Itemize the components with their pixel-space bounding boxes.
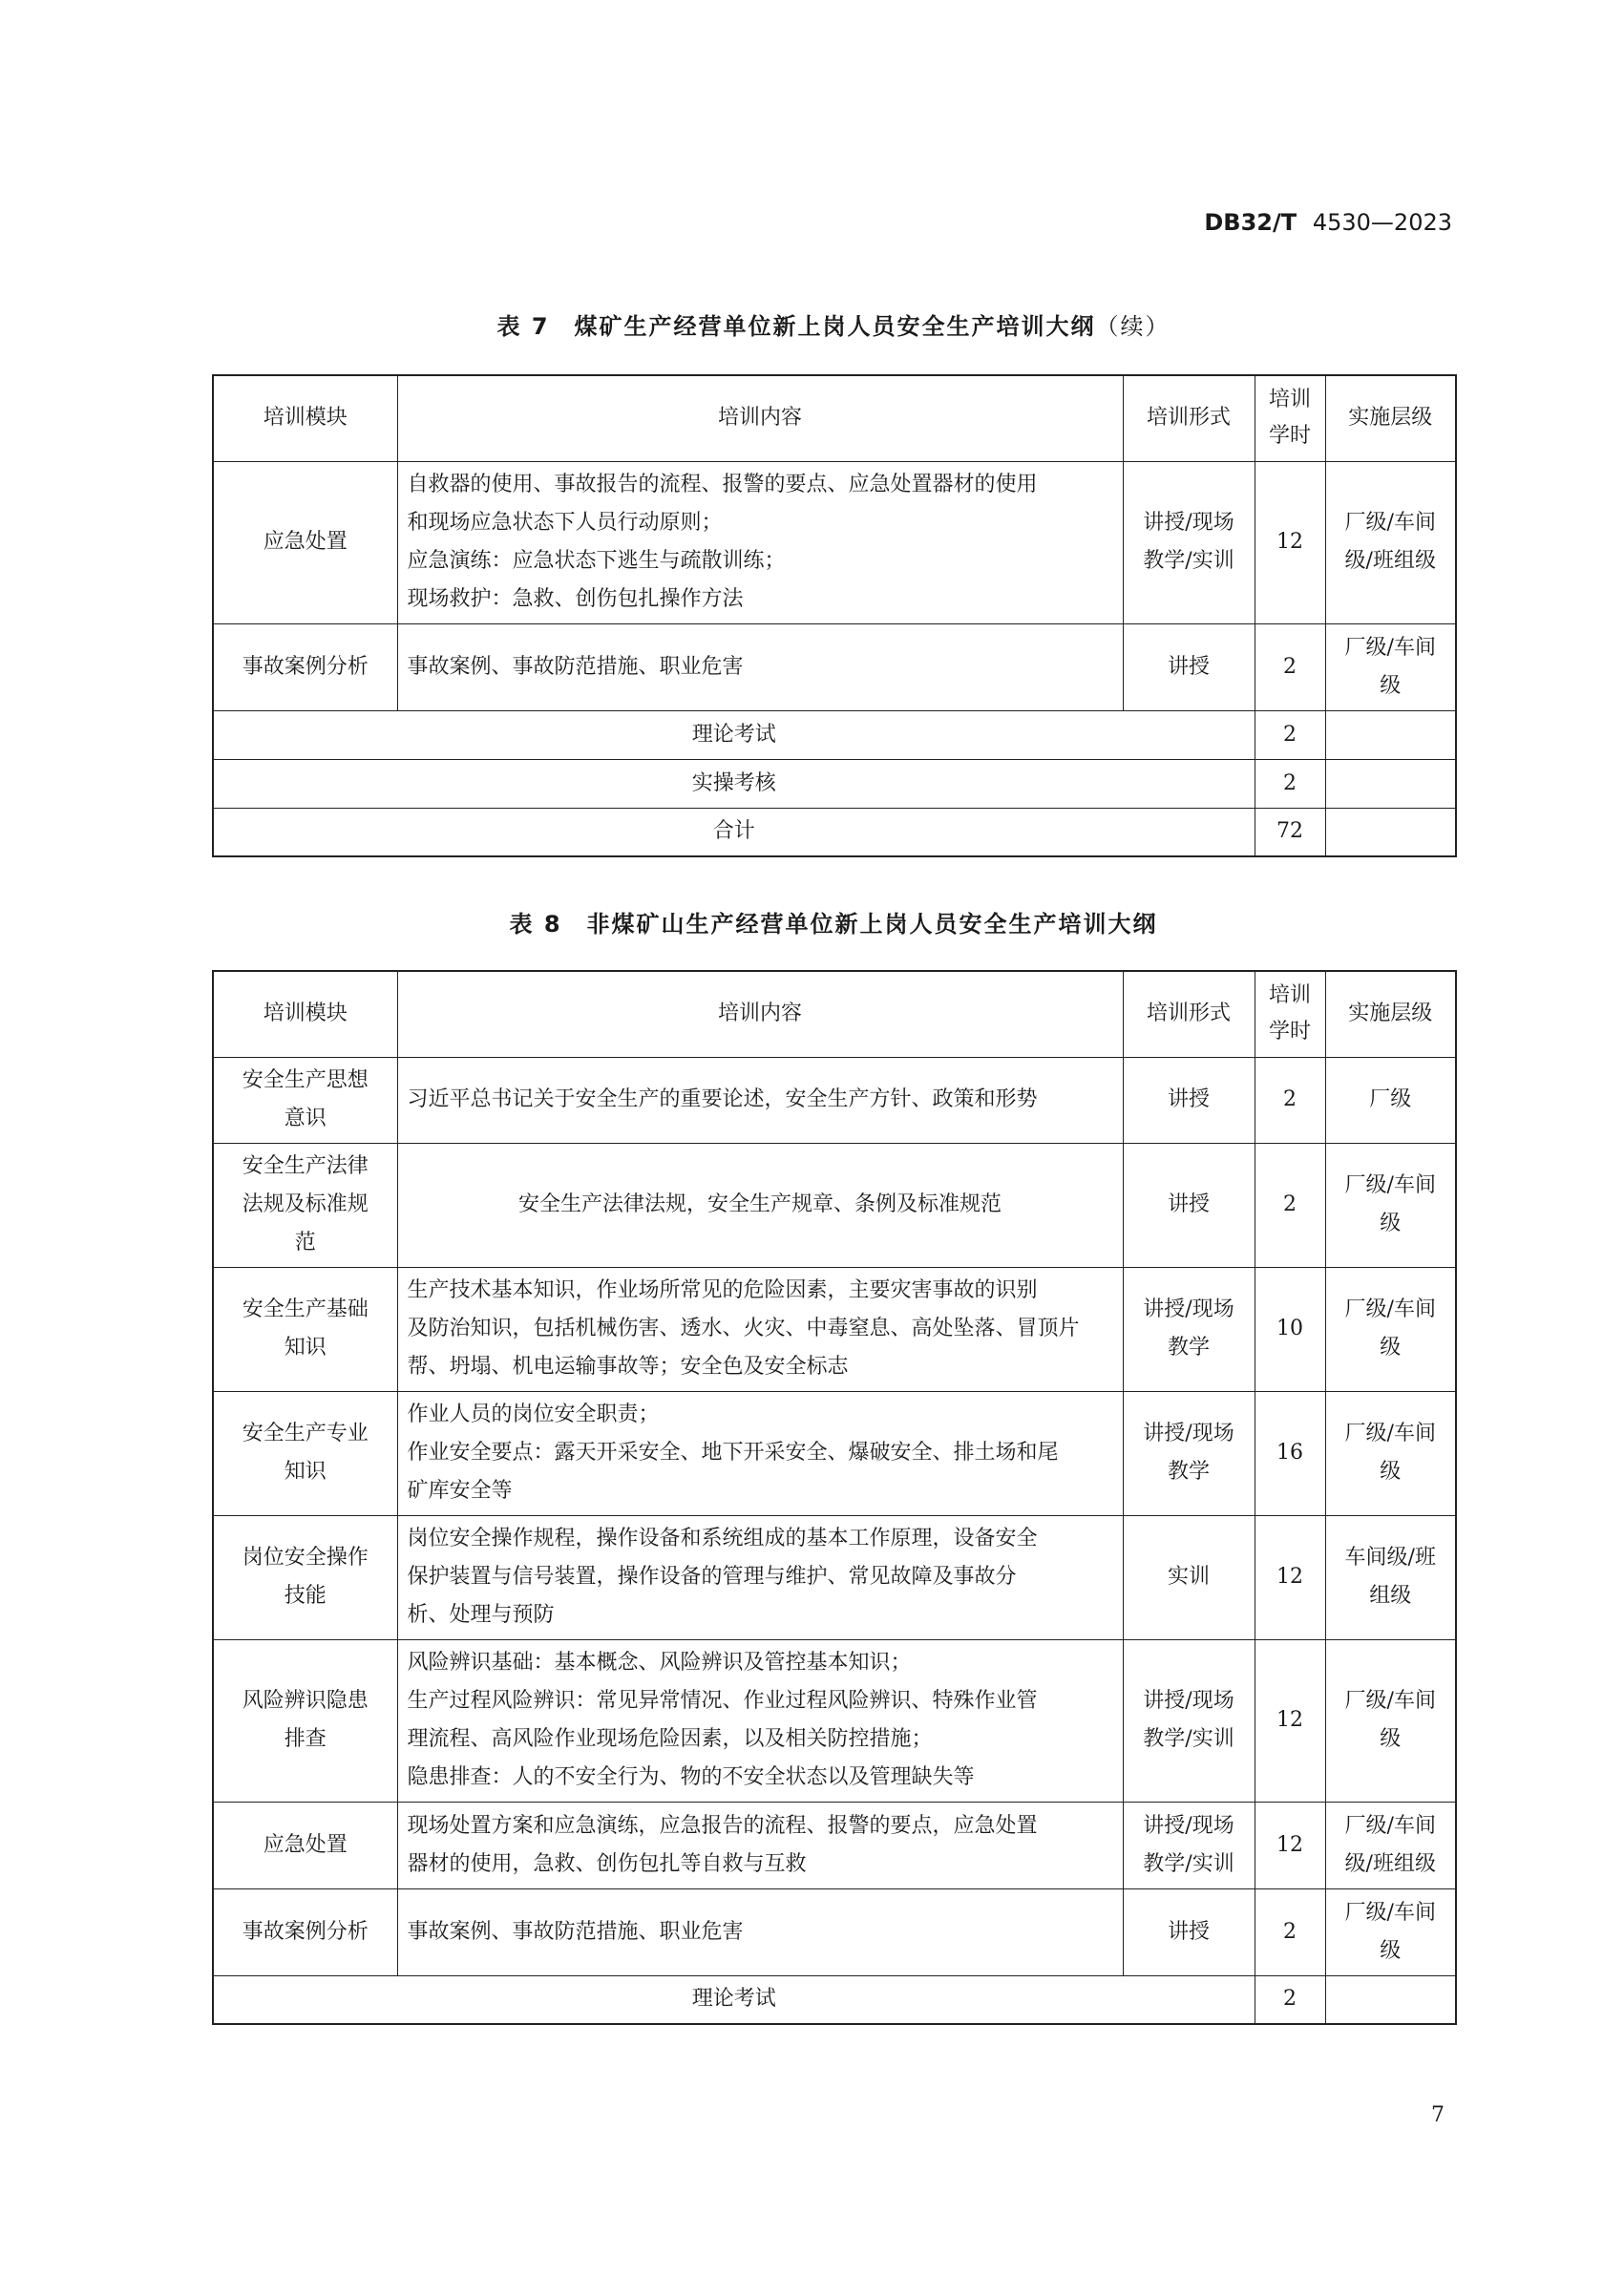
level-cell bbox=[1325, 1639, 1456, 1802]
hours-cell: 12 bbox=[1255, 1515, 1325, 1639]
summary-hours: 2 bbox=[1255, 710, 1325, 759]
table-row bbox=[213, 461, 1456, 623]
level-cell bbox=[1325, 1888, 1456, 1975]
content-cell bbox=[397, 461, 1123, 623]
content-line: 隐患排查：人的不安全行为、物的不安全状态以及管理缺失等 bbox=[407, 1765, 975, 1789]
summary-row bbox=[213, 759, 1456, 808]
table-row bbox=[213, 1639, 1456, 1802]
level-line: 级 bbox=[1380, 1727, 1402, 1751]
level-line: 车间级/班 bbox=[1344, 1546, 1436, 1570]
table7-header-content: 培训内容 bbox=[397, 375, 1123, 461]
table8-header-form: 培训形式 bbox=[1123, 971, 1255, 1057]
table7-header-row bbox=[213, 375, 1456, 461]
summary-row bbox=[213, 710, 1456, 759]
module-line: 意识 bbox=[284, 1107, 327, 1130]
form-cell bbox=[1123, 1391, 1255, 1515]
module-cell bbox=[213, 1143, 397, 1267]
module-line: 应急处置 bbox=[263, 1832, 348, 1857]
table7-title bbox=[212, 307, 1455, 341]
module-line: 安全生产基础 bbox=[242, 1297, 369, 1321]
hours-cell: 12 bbox=[1255, 1802, 1325, 1888]
module-line: 岗位安全操作 bbox=[242, 1546, 369, 1570]
table8-header-level: 实施层级 bbox=[1325, 971, 1456, 1057]
document-code bbox=[1204, 209, 1452, 236]
form-line: 教学/实训 bbox=[1143, 549, 1234, 573]
level-line: 厂级 bbox=[1369, 1087, 1412, 1111]
hours-cell: 12 bbox=[1255, 1639, 1325, 1802]
table7 bbox=[212, 374, 1457, 857]
level-line: 级 bbox=[1380, 1336, 1402, 1360]
table7-title-text: 表 7 煤矿生产经营单位新上岗人员安全生产培训大纲 bbox=[496, 313, 1096, 340]
level-cell bbox=[1325, 623, 1456, 710]
module-cell bbox=[213, 1802, 397, 1888]
form-line: 讲授/现场 bbox=[1143, 1422, 1234, 1445]
module-line: 排查 bbox=[284, 1727, 327, 1751]
table-row bbox=[213, 1391, 1456, 1515]
hours-cell: 16 bbox=[1255, 1391, 1325, 1515]
summary-label: 实操考核 bbox=[213, 759, 1255, 808]
table7-header-hours-1: 培训 bbox=[1268, 388, 1311, 412]
level-cell bbox=[1325, 1802, 1456, 1888]
table-row bbox=[213, 1888, 1456, 1975]
content-cell bbox=[397, 1391, 1123, 1515]
table8-title: 表 8 非煤矿山生产经营单位新上岗人员安全生产培训大纲 bbox=[509, 911, 1158, 938]
module-cell: 应急处置 bbox=[213, 461, 397, 623]
table7-header-hours bbox=[1255, 375, 1325, 461]
level-cell bbox=[1325, 1391, 1456, 1515]
level-line: 级 bbox=[1380, 673, 1402, 698]
module-cell bbox=[213, 1267, 397, 1391]
module-line: 范 bbox=[294, 1231, 316, 1255]
content-cell bbox=[397, 1888, 1123, 1975]
module-cell: 事故案例分析 bbox=[213, 623, 397, 710]
content-line: 作业安全要点：露天开采安全、地下开采安全、爆破安全、排土场和尾 bbox=[407, 1441, 1059, 1465]
form-line: 实训 bbox=[1167, 1565, 1210, 1589]
level-line: 厂级/车间 bbox=[1344, 1900, 1436, 1925]
level-line: 级 bbox=[1380, 1212, 1402, 1235]
content-line: 事故案例、事故防范措施、职业危害 bbox=[407, 1919, 744, 1944]
level-cell bbox=[1325, 1057, 1456, 1143]
form-line: 讲授 bbox=[1167, 1087, 1210, 1111]
table8 bbox=[212, 970, 1457, 2025]
content-cell bbox=[397, 623, 1123, 710]
content-line: 及防治知识，包括机械伤害、透水、火灾、中毒窒息、高处坠落、冒顶片 bbox=[407, 1317, 1080, 1340]
level-cell bbox=[1325, 1143, 1456, 1267]
table8-header-hours-2: 学时 bbox=[1268, 1020, 1311, 1044]
content-cell bbox=[397, 1267, 1123, 1391]
level-line: 级 bbox=[1380, 1460, 1402, 1484]
hours-cell: 2 bbox=[1255, 623, 1325, 710]
module-line: 事故案例分析 bbox=[242, 1919, 369, 1944]
table8-header-module: 培训模块 bbox=[213, 971, 397, 1057]
module-line: 风险辨识隐患 bbox=[242, 1689, 369, 1713]
document-code-prefix: DB32/T bbox=[1204, 209, 1297, 236]
content-cell bbox=[397, 1057, 1123, 1143]
content-line: 保护装置与信号装置，操作设备的管理与维护、常见故障及事故分 bbox=[407, 1565, 1017, 1589]
content-line: 生产过程风险辨识：常见异常情况、作业过程风险辨识、特殊作业管 bbox=[407, 1689, 1038, 1713]
level-line: 厂级/车间 bbox=[1344, 635, 1436, 660]
module-line: 安全生产思想 bbox=[242, 1068, 369, 1092]
module-cell bbox=[213, 1639, 397, 1802]
form-cell bbox=[1123, 461, 1255, 623]
content-line: 自救器的使用、事故报告的流程、报警的要点、应急处置器材的使用 bbox=[407, 473, 1038, 496]
content-line: 安全生产法律法规，安全生产规章、条例及标准规范 bbox=[517, 1192, 1002, 1216]
page-number: 7 bbox=[1431, 2103, 1445, 2127]
table8-header-hours-1: 培训 bbox=[1268, 983, 1311, 1008]
level-line: 厂级/车间 bbox=[1344, 1173, 1436, 1197]
hours-cell: 2 bbox=[1255, 1057, 1325, 1143]
summary-label: 理论考试 bbox=[213, 1975, 1255, 2024]
form-line: 讲授/现场 bbox=[1143, 1689, 1234, 1713]
content-line: 矿库安全等 bbox=[407, 1479, 513, 1503]
document-code-number: 4530—2023 bbox=[1312, 209, 1452, 236]
table7-header-module: 培训模块 bbox=[213, 375, 397, 461]
summary-blank bbox=[1325, 808, 1456, 856]
form-cell bbox=[1123, 1888, 1255, 1975]
table8-header-hours bbox=[1255, 971, 1325, 1057]
level-line: 组级 bbox=[1369, 1584, 1412, 1608]
content-line: 习近平总书记关于安全生产的重要论述，安全生产方针、政策和形势 bbox=[407, 1087, 1038, 1111]
level-cell bbox=[1325, 1267, 1456, 1391]
table-row bbox=[213, 1267, 1456, 1391]
content-line: 析、处理与预防 bbox=[407, 1603, 555, 1627]
content-line: 岗位安全操作规程，操作设备和系统组成的基本工作原理，设备安全 bbox=[407, 1527, 1038, 1550]
form-line: 讲授/现场 bbox=[1143, 1813, 1234, 1838]
level-line: 厂级/车间 bbox=[1344, 1813, 1436, 1838]
form-line: 讲授/现场 bbox=[1143, 1297, 1234, 1321]
form-cell bbox=[1123, 1267, 1255, 1391]
hours-cell: 10 bbox=[1255, 1267, 1325, 1391]
content-line: 现场救护：急救、创伤包扎操作方法 bbox=[407, 587, 744, 611]
level-line: 厂级/车间 bbox=[1344, 1689, 1436, 1713]
form-cell bbox=[1123, 1057, 1255, 1143]
level-line: 厂级/车间 bbox=[1344, 1422, 1436, 1445]
content-line: 理流程、高风险作业现场危险因素，以及相关防控措施； bbox=[407, 1727, 933, 1751]
content-line: 帮、坍塌、机电运输事故等；安全色及安全标志 bbox=[407, 1355, 849, 1379]
module-cell bbox=[213, 1515, 397, 1639]
module-line: 安全生产法律 bbox=[242, 1154, 369, 1178]
content-cell bbox=[397, 1802, 1123, 1888]
module-line: 法规及标准规 bbox=[242, 1192, 369, 1216]
level-line: 级 bbox=[1380, 1938, 1402, 1963]
form-cell bbox=[1123, 1143, 1255, 1267]
content-line: 生产技术基本知识，作业场所常见的危险因素，主要灾害事故的识别 bbox=[407, 1278, 1038, 1302]
summary-hours: 2 bbox=[1255, 1975, 1325, 2024]
level-cell bbox=[1325, 1515, 1456, 1639]
content-line: 作业人员的岗位安全职责； bbox=[407, 1403, 660, 1426]
level-line: 厂级/车间 bbox=[1344, 511, 1436, 535]
form-cell bbox=[1123, 1639, 1255, 1802]
module-line: 技能 bbox=[284, 1584, 327, 1608]
module-line: 知识 bbox=[284, 1336, 327, 1360]
form-line: 教学 bbox=[1167, 1460, 1210, 1484]
form-line: 讲授 bbox=[1167, 654, 1210, 679]
table8-header-row bbox=[213, 971, 1456, 1057]
content-line: 风险辨识基础：基本概念、风险辨识及管控基本知识； bbox=[407, 1651, 912, 1675]
summary-blank bbox=[1325, 759, 1456, 808]
level-line: 厂级/车间 bbox=[1344, 1297, 1436, 1321]
table-row bbox=[213, 623, 1456, 710]
form-line: 讲授 bbox=[1167, 1919, 1210, 1944]
table-row bbox=[213, 1515, 1456, 1639]
module-cell bbox=[213, 1888, 397, 1975]
summary-label: 理论考试 bbox=[213, 710, 1255, 759]
summary-label: 合计 bbox=[213, 808, 1255, 856]
form-line: 讲授 bbox=[1167, 1192, 1210, 1216]
summary-hours: 2 bbox=[1255, 759, 1325, 808]
content-line: 事故案例、事故防范措施、职业危害 bbox=[407, 654, 744, 679]
table8-header-content: 培训内容 bbox=[397, 971, 1123, 1057]
hours-cell: 2 bbox=[1255, 1143, 1325, 1267]
content-line: 和现场应急状态下人员行动原则； bbox=[407, 511, 723, 535]
content-line: 器材的使用，急救、创伤包扎等自救与互救 bbox=[407, 1851, 807, 1876]
table-row bbox=[213, 1802, 1456, 1888]
table7-header-form: 培训形式 bbox=[1123, 375, 1255, 461]
form-line: 教学/实训 bbox=[1143, 1727, 1234, 1751]
summary-blank bbox=[1325, 710, 1456, 759]
form-cell bbox=[1123, 1515, 1255, 1639]
form-line: 教学 bbox=[1167, 1336, 1210, 1360]
content-cell bbox=[397, 1639, 1123, 1802]
table7-header-hours-2: 学时 bbox=[1268, 424, 1311, 449]
form-cell bbox=[1123, 1802, 1255, 1888]
summary-row bbox=[213, 808, 1456, 856]
module-line: 安全生产专业 bbox=[242, 1422, 369, 1445]
table-row bbox=[213, 1057, 1456, 1143]
level-line: 级/班组级 bbox=[1344, 1851, 1436, 1876]
form-cell bbox=[1123, 623, 1255, 710]
module-cell bbox=[213, 1391, 397, 1515]
content-cell bbox=[397, 1515, 1123, 1639]
hours-cell: 12 bbox=[1255, 461, 1325, 623]
form-line: 教学/实训 bbox=[1143, 1851, 1234, 1876]
hours-cell: 2 bbox=[1255, 1888, 1325, 1975]
module-cell bbox=[213, 1057, 397, 1143]
level-line: 级/班组级 bbox=[1344, 549, 1436, 573]
module-line: 知识 bbox=[284, 1460, 327, 1484]
table7-title-suffix: （续） bbox=[1095, 313, 1171, 340]
summary-hours: 72 bbox=[1255, 808, 1325, 856]
content-line: 现场处置方案和应急演练，应急报告的流程、报警的要点，应急处置 bbox=[407, 1813, 1038, 1838]
summary-row bbox=[213, 1975, 1456, 2024]
form-line: 讲授/现场 bbox=[1143, 511, 1234, 535]
content-cell bbox=[397, 1143, 1123, 1267]
content-line: 应急演练：应急状态下逃生与疏散训练； bbox=[407, 549, 786, 573]
table-row bbox=[213, 1143, 1456, 1267]
summary-blank bbox=[1325, 1975, 1456, 2024]
table7-header-level: 实施层级 bbox=[1325, 375, 1456, 461]
level-cell bbox=[1325, 461, 1456, 623]
